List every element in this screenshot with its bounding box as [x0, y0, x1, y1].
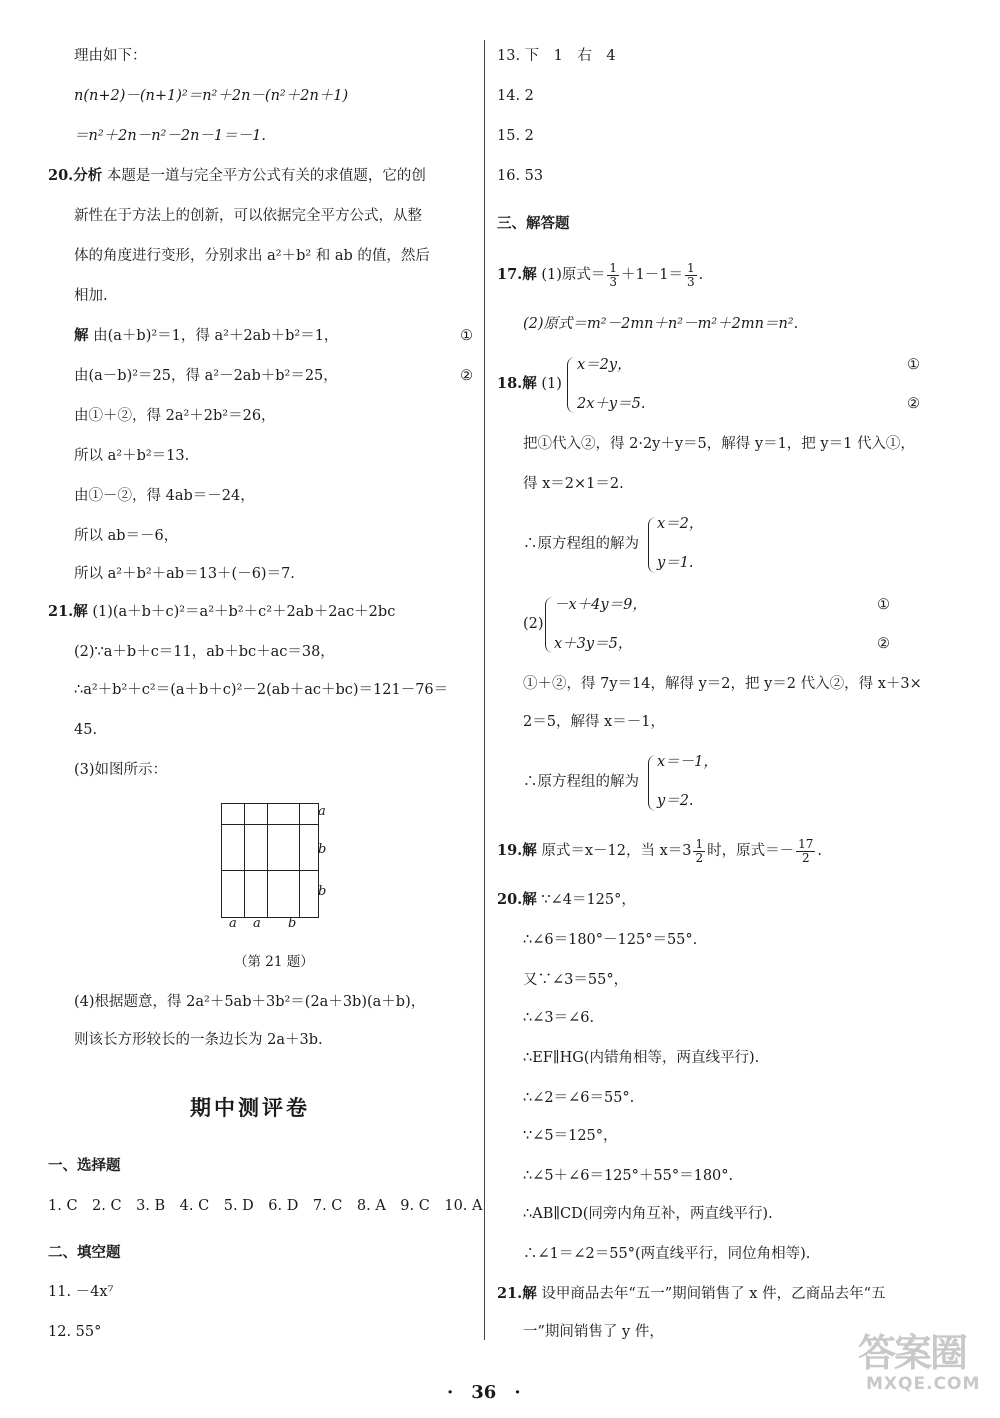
fraction — [796, 838, 815, 865]
q21-line-2: 一”期间销售了 y 件， — [523, 1324, 664, 1340]
q20-tag: 解 — [522, 891, 537, 908]
choice-answers: 1. C 2. C 3. B 4. C 5. D 6. D 7. C 8. A 9. C 10. A — [48, 1198, 483, 1214]
q21-line-6: (4)根据题意，得 2a²＋5ab＋3b²＝(2a＋3b)(a＋b)， — [74, 994, 426, 1010]
q20-analysis-line-2: 新性在于方法上的创新，可以依据完全平方公式，从整 — [74, 208, 422, 224]
q17-number: 17. — [497, 266, 523, 283]
q17-tag: 解 — [522, 266, 537, 283]
column-divider — [484, 40, 485, 1340]
q20-analysis-line-3: 体的角度进行变形，分别求出 a²＋b² 和 ab 的值，然后 — [74, 248, 430, 264]
q21-line-1 — [497, 1284, 885, 1304]
q19-line — [497, 836, 822, 866]
fraction-denominator: 3 — [609, 274, 618, 289]
q21-tag: 解 — [522, 1285, 537, 1302]
solution1-x: x＝2， — [657, 516, 704, 532]
q20-solution-text: 由(a＋b)²＝1，得 a²＋2ab＋b²＝1， — [88, 328, 339, 344]
figure-vline — [299, 804, 300, 917]
q19-text-end: . — [817, 843, 823, 859]
exam-section-title: 期中测评卷 — [190, 1095, 310, 1120]
q20-solution-line-2: 由(a－b)²＝25，得 a²－2ab＋b²＝25， — [74, 368, 338, 384]
q18-label — [497, 374, 562, 394]
q20-solution-line-5: 由①－②，得 4ab＝－24， — [74, 488, 255, 504]
fraction — [685, 262, 697, 289]
system-brace — [567, 357, 576, 413]
q20-solution-line-3: 由①＋②，得 2a²＋2b²＝26， — [74, 408, 276, 424]
equation-mark-2: ② — [877, 636, 890, 652]
q21-line-2: (2)∵a＋b＋c＝11，ab＋bc＋ac＝38， — [74, 644, 335, 660]
reason-line: 理由如下： — [74, 48, 147, 64]
figure-label-bottom: b — [288, 916, 297, 931]
system1-eq1: x＝2y， — [577, 357, 632, 373]
section-choice-heading: 一、选择题 — [48, 1157, 121, 1174]
q20-number: 20. — [497, 891, 523, 908]
figure-label-bottom: a — [229, 916, 237, 931]
q20-line-10: ∴∠1＝∠2＝55°(两直线平行，同位角相等). — [523, 1246, 811, 1262]
q20-solution-line-7: 所以 a²＋b²＋ab＝13＋(－6)＝7. — [74, 566, 295, 582]
solution1-y: y＝1. — [657, 555, 694, 571]
q20-line-3: 又∵∠3＝55°， — [523, 972, 629, 988]
q20-analysis-line-1 — [48, 166, 426, 186]
q17-text-end: . — [698, 267, 704, 283]
solution2-x: x＝－1， — [657, 754, 718, 770]
q21-text-a: 设甲商品去年“五一”期间销售了 x 件，乙商品去年“五 — [536, 1286, 886, 1302]
q18-part1: (1) — [536, 376, 562, 392]
q19-text-mid: 时，原式＝－ — [707, 843, 795, 859]
figure-hline — [222, 824, 318, 825]
figure-hline — [222, 870, 318, 871]
q21-line-4: 45. — [74, 722, 98, 738]
solution2-y: y＝2. — [657, 793, 694, 809]
q21-line-1 — [48, 602, 395, 622]
q20-line-2: ∴∠6＝180°－125°＝55°. — [523, 932, 698, 948]
answer-14: 14. 2 — [497, 88, 534, 104]
watermark-text: 答案圈 — [858, 1331, 967, 1375]
system2-eq2: x＋3y＝5， — [554, 636, 633, 652]
q18-part2: (2) — [523, 616, 544, 632]
system-brace — [648, 517, 657, 573]
q20-line-8: ∴∠5＋∠6＝125°＋55°＝180°. — [523, 1168, 734, 1184]
q19-tag: 解 — [522, 842, 537, 859]
equation-mark-1: ① — [460, 328, 473, 344]
q20-analysis-line-4: 相加. — [74, 288, 108, 304]
answer-16: 16. 53 — [497, 168, 544, 184]
fraction-numerator: 17 — [798, 836, 814, 851]
system-brace — [648, 755, 657, 811]
q21-line-7: 则该长方形较长的一条边长为 2a＋3b. — [74, 1032, 323, 1048]
q17-text-mid: ＋1－1＝ — [621, 267, 683, 283]
figure-label-bottom: a — [253, 916, 261, 931]
fraction-denominator: 2 — [801, 850, 810, 865]
expansion-line-1: n(n+2)－(n+1)²＝n²＋2n－(n²＋2n＋1) — [74, 88, 349, 104]
q21-line-5: (3)如图所示： — [74, 762, 168, 778]
fraction — [607, 262, 619, 289]
q21-text-a: (1)(a＋b＋c)²＝a²＋b²＋c²＋2ab＋2ac＋2bc — [87, 604, 396, 620]
q20-line-9: ∴AB∥CD(同旁内角互补，两直线平行). — [523, 1206, 773, 1222]
q17-text-pre: (1)原式＝ — [536, 267, 606, 283]
q20-line-1 — [497, 890, 636, 910]
q20-analysis-text-a: 本题是一道与完全平方公式有关的求值题，它的创 — [102, 168, 426, 184]
q20-text-a: ∵∠4＝125°， — [536, 892, 636, 908]
answer-12: 12. 55° — [48, 1324, 102, 1340]
q18-number: 18. — [497, 375, 523, 392]
answer-15: 15. 2 — [497, 128, 534, 144]
q20-solution-line-1 — [74, 326, 338, 346]
fraction-numerator: 1 — [609, 260, 618, 275]
figure-caption: （第 21 题） — [234, 954, 314, 970]
system-brace — [545, 597, 554, 653]
fraction — [693, 838, 705, 865]
fraction-numerator: 1 — [695, 836, 704, 851]
q20-line-5: ∴EF∥HG(内错角相等，两直线平行). — [523, 1050, 760, 1066]
figure-vline — [267, 804, 268, 917]
equation-mark-2: ② — [460, 368, 473, 384]
q19-number: 19. — [497, 842, 523, 859]
q20-solution-line-4: 所以 a²＋b²＝13. — [74, 448, 190, 464]
answer-11: 11. －4x⁷ — [48, 1284, 114, 1300]
q20-solution-line-6: 所以 ab＝－6， — [74, 528, 179, 544]
section-fill-heading: 二、填空题 — [48, 1244, 121, 1261]
q18-line-c: 把①代入②，得 2·2y＋y＝5，解得 y＝1，把 y＝1 代入①， — [523, 436, 915, 452]
q18-line-f: ①＋②，得 7y＝14，解得 y＝2，把 y＝2 代入②，得 x＋3× — [523, 676, 922, 692]
page-number: · 36 · — [447, 1382, 521, 1403]
figure-vline — [244, 804, 245, 917]
fraction-numerator: 1 — [686, 260, 695, 275]
q20-analysis-tag: 分析 — [73, 167, 103, 184]
q17-line-1 — [497, 260, 703, 290]
figure-label-right: b — [318, 842, 327, 857]
q20-line-6: ∴∠2＝∠6＝55°. — [523, 1090, 635, 1106]
q21-number: 21. — [48, 603, 74, 620]
q18-line-g: 2＝5，解得 x＝－1， — [523, 714, 665, 730]
equation-mark-2: ② — [907, 396, 920, 412]
q18-line-d: 得 x＝2×1＝2. — [523, 476, 624, 492]
q20-line-4: ∴∠3＝∠6. — [523, 1010, 595, 1026]
q20-solution-tag: 解 — [74, 327, 89, 344]
section-solve-heading: 三、解答题 — [497, 215, 570, 232]
rectangle-figure — [221, 803, 319, 918]
q21-line-3: ∴a²＋b²＋c²＝(a＋b＋c)²－2(ab＋ac＋bc)＝121－76＝ — [74, 682, 449, 698]
q19-text-pre: 原式＝x－12，当 x＝3 — [536, 843, 692, 859]
expansion-line-2: ＝n²＋2n－n²－2n－1＝－1. — [74, 128, 266, 144]
answer-13: 13. 下 1 右 4 — [497, 48, 616, 64]
q17-line-2: (2)原式＝m²－2mn＋n²－m²＋2mn＝n². — [523, 316, 799, 332]
figure-label-right: b — [318, 884, 327, 899]
fraction-denominator: 3 — [686, 274, 695, 289]
q20-number: 20. — [48, 167, 74, 184]
watermark-url: MXQE.COM — [866, 1374, 981, 1394]
watermark-logo — [858, 1322, 981, 1402]
q21-tag: 解 — [73, 603, 88, 620]
q21-number: 21. — [497, 1285, 523, 1302]
q20-line-7: ∵∠5＝125°， — [523, 1128, 618, 1144]
system2-eq1: －x＋4y＝9， — [554, 597, 647, 613]
q18-solution-label-2: ∴原方程组的解为 — [523, 774, 639, 790]
q18-solution-label-1: ∴原方程组的解为 — [523, 536, 639, 552]
system1-eq2: 2x＋y＝5. — [577, 396, 646, 412]
equation-mark-1: ① — [907, 357, 920, 373]
q18-tag: 解 — [522, 375, 537, 392]
figure-label-right: a — [318, 804, 326, 819]
fraction-denominator: 2 — [695, 850, 704, 865]
equation-mark-1: ① — [877, 597, 890, 613]
